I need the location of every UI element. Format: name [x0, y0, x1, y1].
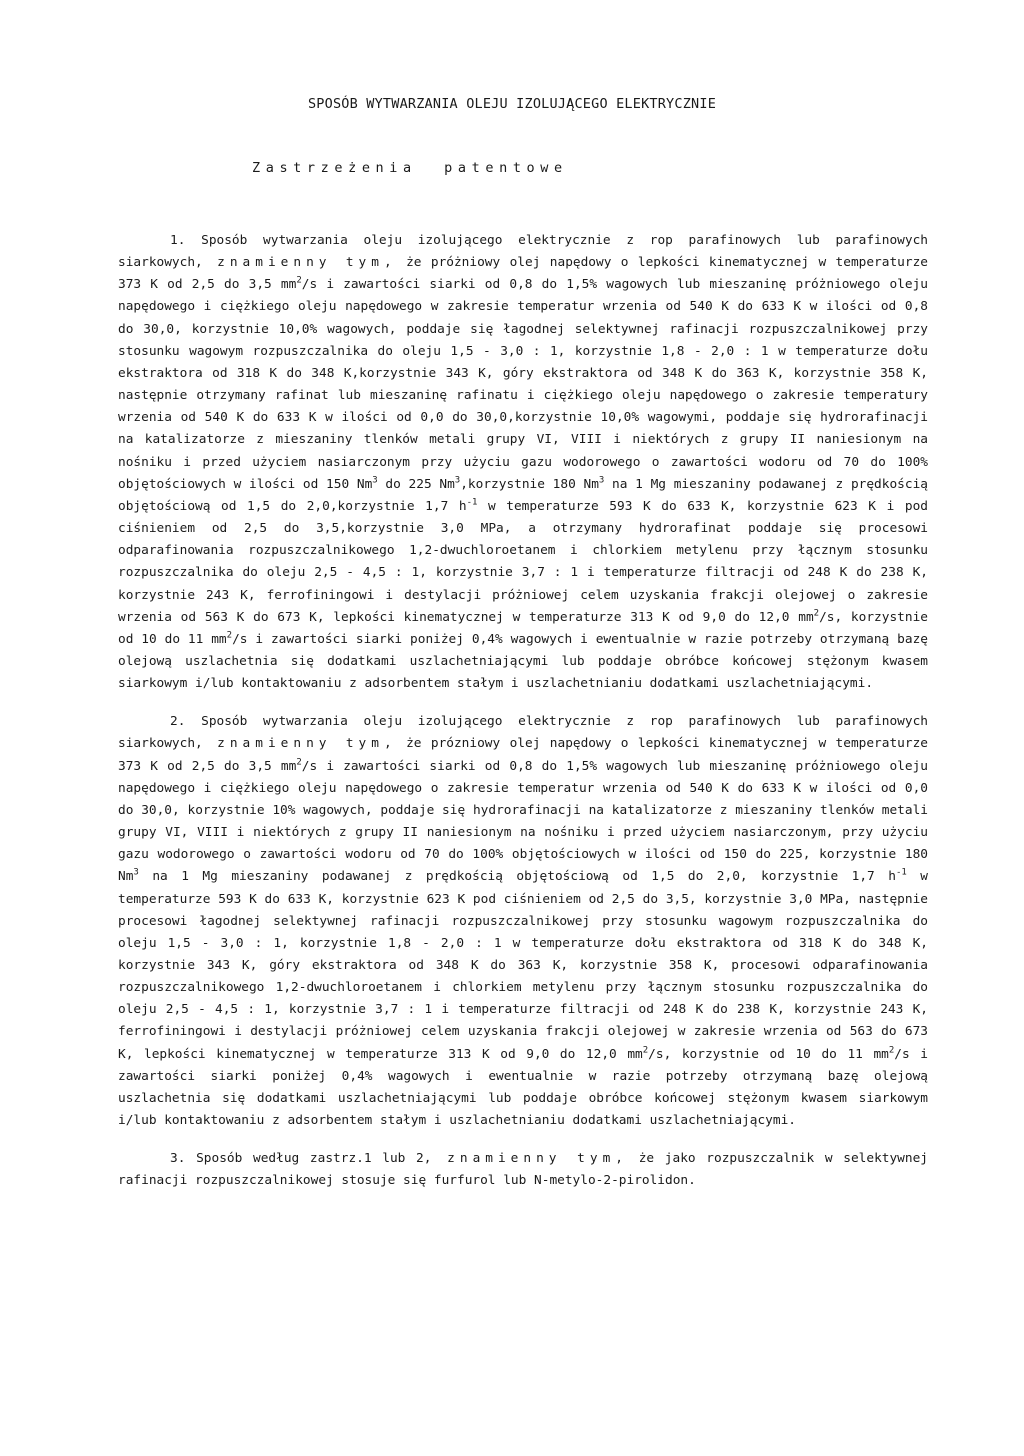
claim-text: /s, korzystnie od 10 do 11 mm — [648, 1046, 889, 1062]
claim-text: w temperaturze 593 K do 633 K, korzystnie 623 K i pod ciśnieniem od 2,5 do 3,5,korzystnie 3,0 MPa, a otrzymany hydrorafinat poddaje się procesowi odparafinowania rozpuszczalnikowego 1,2-dwuchloroetanem i chlorkiem metylenu przy łącznym stosunku rozpuszczalnika do oleju 2,5 - 4,5 : 1, korzystnie 3,7 : 1 i temperaturze filtracji od 248 K do 238 K, korzystnie 243 K, ferrofiningowi i destylacji próżniowej celem uzyskania frakcji olejowej o zakresie wrzenia od 563 K do 673 K, lepkości kinematycznej w temperaturze 313 K od 9,0 do 12,0 mm — [118, 498, 928, 625]
superscript: 3 — [454, 475, 461, 486]
superscript: 2 — [296, 276, 302, 287]
superscript: -1 — [895, 868, 907, 879]
claim-text: 3. Sposób według zastrz.1 lub 2, — [170, 1151, 432, 1167]
claim-1 — [118, 230, 928, 695]
claims-list — [118, 230, 928, 1209]
claim-text: w temperaturze 593 K do 633 K, korzystnie 623 K pod ciśnieniem od 2,5 do 3,5, korzystnie 3,0 MPa, następnie procesowi łagodnej selektywnej rafinacji rozpuszczalnikowej przy stosunku wagowym rozpuszczalnika do oleju 1,5 - 3,0 : 1, korzystnie 1,8 - 2,0 : 1 w temperaturze dołu ekstraktora od 318 K do 348 K, korzystnie 343 K, góry ekstraktora od 348 K do 363 K, korzystnie 358 K, procesowi odparafinowania rozpuszczalnikowego 1,2-dwuchloroetanem i chlorkiem metylenu przy łącznym stosunku rozpuszczalnika do oleju 2,5 - 4,5 : 1, korzystnie 3,7 : 1 i temperaturze filtracji od 248 K do 238 K, korzystnie 243 K, ferrofiningowi i destylacji próżniowej celem uzyskania frakcji olejowej w zakresie wrzenia od 563 do 673 K, lepkości kinematycznej w temperaturze 313 K od 9,0 do 12,0 mm — [118, 869, 928, 1062]
claim-text: /s i zawartości siarki poniżej 0,4% wagowych i ewentualnie w razie potrzeby otrzymaną bazę olejową uszlachetnia się dodatkami uszlachetniającymi lub poddaje obróbce końcowej stężonym kwasem siarkowym i/lub kontaktowaniu z adsorbentem stałym i uszlachetnianiu dodatkami uszlachetniającymi. — [118, 1046, 928, 1129]
claim-text: 1. Sposób wytwarzania oleju izolującego elektrycznie z rop parafinowych lub parafinowych siarkowych, — [118, 233, 928, 271]
superscript: 2 — [813, 608, 820, 619]
claim-text: że próżniowy olej napędowy o lepkości kinematycznej w temperaturze 373 K od 2,5 do 3,5 mm — [118, 255, 928, 293]
document-title: SPOSÓB WYTWARZANIA OLEJU IZOLUJĄCEGO ELEKTRYCZNIE — [307, 96, 717, 112]
claim-keyword: znamienny tym, — [202, 255, 397, 271]
claim-text: /s i zawartości siarki od 0,8 do 1,5% wagowych lub mieszaninę próżniowego oleju napędowego i ciężkiego oleju napędowego w zakresie temperatur wrzenia od 540 K do 633 K w ilości od 0,8 do 30,0, korzystnie 10,0% wagowych, poddaje się łagodnej selektywnej rafinacji rozpuszczalnikowej przy stosunku wagowym rozpuszczalnika do oleju 1,5 - 3,0 : 1, korzystnie 1,8 - 2,0 : 1 w temperaturze dołu ekstraktora od 318 K do 348 K,korzystnie 343 K, góry ekstraktora od 348 K do 363 K, korzystnie 358 K, następnie otrzymany rafinat lub mieszaninę rafinatu i ciężkiego oleju napędowego o zakresie temperatury wrzenia od 540 K do 633 K w ilości od 0,0 do 30,0,korzystnie 10,0% wagowymi, poddaje się hydrorafinacji na katalizatorze z mieszaniny tlenków metali grupy VI, VIII i niektórych z grupy II naniesionym na nośniku i przed użyciem nasiarczonym przy użyciu gazu wodorowego o zawartości wodoru od 70 do 100% objętościowych w ilości od 150 Nm — [118, 277, 928, 492]
claim-text: na 1 Mg mieszaniny podawanej z prędkością objętościową od 1,5 do 2,0,korzystnie 1,7 h — [118, 476, 928, 514]
claim-keyword: znamienny tym, — [431, 1151, 629, 1167]
superscript: -1 — [466, 497, 478, 508]
claim-text: ,korzystnie 180 Nm — [460, 476, 599, 492]
claim-keyword: znamienny tym, — [202, 736, 397, 752]
claim-text: na 1 Mg mieszaniny podawanej z prędkością objętościową od 1,5 do 2,0, korzystnie 1,7 h — [138, 869, 896, 885]
claim-text: /s i zawartości siarki od 0,8 do 1,5% wagowych lub mieszaninę próżniowego oleju napędowego i ciężkiego oleju napędowego o zakresie temperatur wrzenia od 540 K do 633 K w ilości od 0,0 do 30,0, korzystnie 10% wagowych, poddaje się hydrorafinacji na katalizatorze z mieszaniny tlenków metali grupy VI, VIII i niektórych z grupy II naniesionym na nośniku i przed użyciem nasiarczonym, przy użyciu gazu wodorowego o zawartości wodoru od 70 do 100% objętościowych w ilości od 150 do 225, korzystnie 180 Nm — [118, 758, 928, 885]
claim-2 — [118, 711, 928, 1132]
superscript: 2 — [226, 630, 233, 641]
claim-text: /s i zawartości siarki poniżej 0,4% wagowych i ewentualnie w razie potrzeby otrzymaną bazę olejową uszlachetnia się dodatkami uszlachetniającymi lub poddaje obróbce końcowej stężonym kwasem siarkowym i/lub kontaktowaniu z adsorbentem stałym i uszlachetnianiu dodatkami uszlachetniającymi. — [118, 631, 928, 692]
claim-text: 2. Sposób wytwarzania oleju izolującego elektrycznie z rop parafinowych lub parafinowych siarkowych, — [118, 714, 928, 752]
claim-text: że jako rozpuszczalnik w selektywnej rafinacji rozpuszczalnikowej stosuje się furfurol lub N-metylo-2-pirolidon. — [118, 1151, 928, 1189]
superscript: 2 — [296, 757, 302, 768]
claim-text: /s, korzystnie od 10 do 11 mm — [118, 609, 928, 647]
claim-3 — [118, 1148, 928, 1192]
superscript: 3 — [598, 475, 605, 486]
superscript: 2 — [888, 1045, 895, 1056]
document-subtitle: Zastrzeżenia patentowe — [252, 160, 568, 176]
superscript: 2 — [642, 1045, 649, 1056]
superscript: 3 — [133, 868, 139, 879]
claim-text: do 225 Nm — [377, 476, 455, 492]
claim-text: że prózniowy olej napędowy o lepkości kinematycznej w temperaturze 373 K od 2,5 do 3,5 mm — [118, 736, 928, 774]
superscript: 3 — [372, 475, 378, 486]
